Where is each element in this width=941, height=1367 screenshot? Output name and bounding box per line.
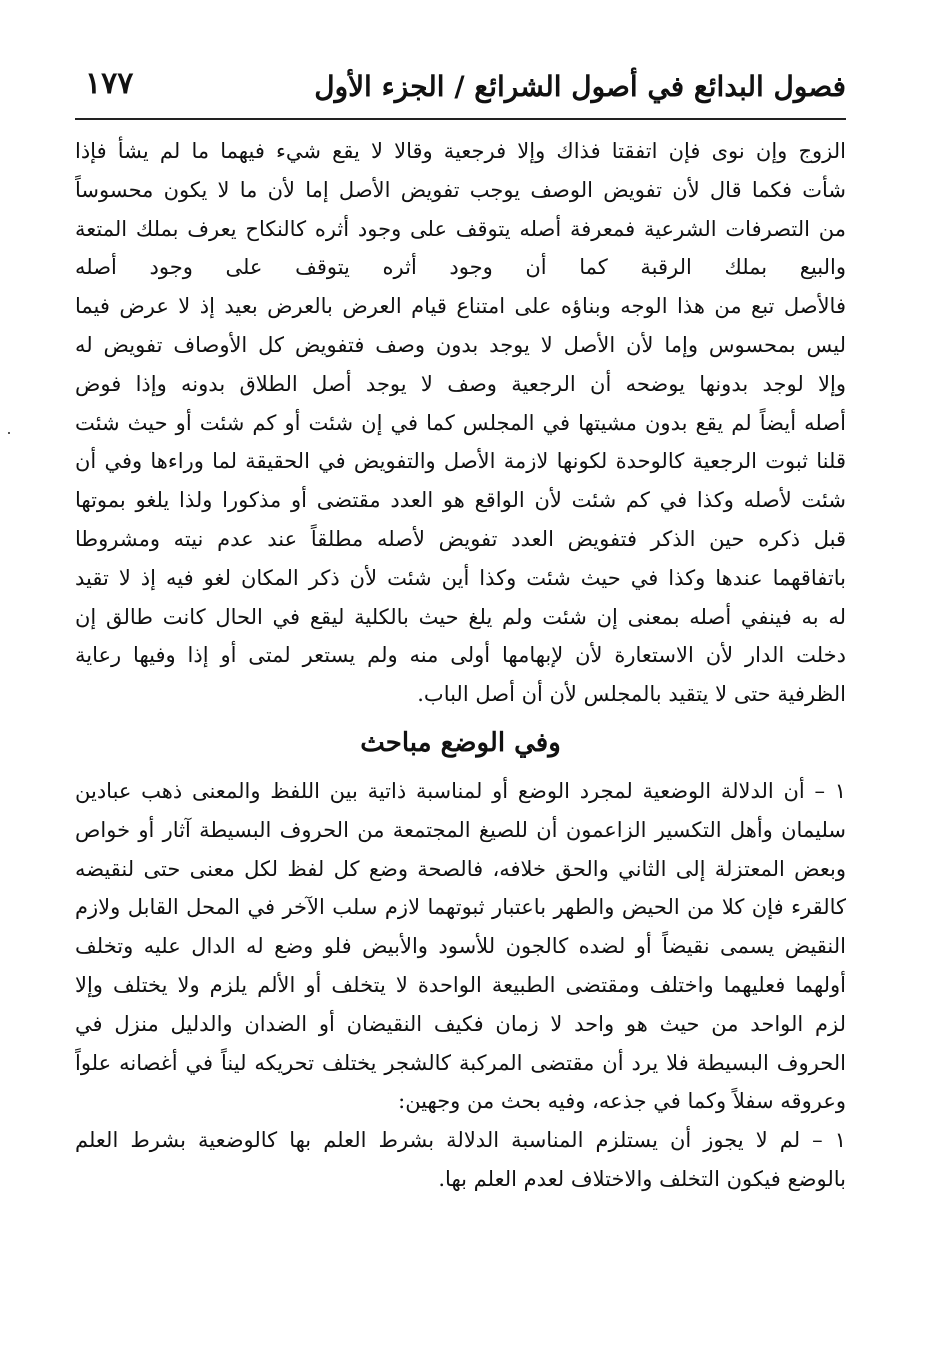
text-line: من التصرفات الشرعية فمعرفة أصله يتوقف على وجود أثره كالنكاح يعرف بملك المتعة [75, 216, 846, 241]
text-line: الزوج وإن نوى فإن اتفقتا فذاك وإلا فرجعية وقالا لا يقع شيء فيهما ما لم يشأ فإذا [75, 139, 846, 163]
text-line: أصله أيضاً لم يقع بدون مشيتها في المجلس كما في إن شئت أو كم شئت أو حيث شئت [75, 410, 846, 435]
text-line: شأت فكما قال لأن تفويض الوصف يوجب تفويض الأصل إما لأن ما لا يكون محسوساً [75, 177, 846, 202]
text-line: الحروف البسيطة فلا يرد أن مقتضى المركبة كالشجر يختلف تحريكه ليناً في أغصانه علواً [75, 1050, 846, 1075]
text-line: ١ – أن الدلالة الوضعية لمجرد الوضع أو لمناسبة ذاتية بين اللفظ والمعنى ذهب عبادين [75, 778, 846, 803]
text-line: بالوضع فيكون التخلف والاختلاف لعدم العلم بها. [438, 1166, 846, 1191]
text-line: الظرفية حتى لا يتقيد بالمجلس لأن أن أصل الباب. [417, 682, 846, 707]
text-line: سليمان وأهل التكسير الزاعمون أن للصيغ المجتمعة من الحروف البسيطة آثار أو خواص [75, 817, 846, 842]
section-heading: وفي الوضع مباحث [360, 727, 561, 758]
text-line: ١ – لم لا يجوز أن يستلزم المناسبة الدلالة بشرط العلم بها كالوضعية بشرط العلم [75, 1128, 846, 1153]
text-line: والبيع بملك الرقبة كما أن وجود أثره يتوقف على وجود أصله [75, 255, 846, 280]
text-line: دخلت الدار لأن الاستعارة لأن لإبهامها أولى منه ولم يستعر لمتى أو إذا وفيها رعاية [75, 643, 846, 668]
text-line: فالأصل تبع من هذا الوجه وبناؤه على امتناع قيام العرض بالعرض بعيد إذ لا عرض فيما [75, 294, 846, 319]
margin-dot [8, 432, 10, 434]
text-line: وبعض المعتزلة إلى الثاني والحق خلافه، فالصحة وضع كل لفظ لكل معنى حتى لنقيضه [75, 856, 846, 881]
body-text [75, 132, 846, 1199]
text-line: قبل ذكره حين الذكر فتفويض العدد تفويض لأصله مطلقاً عند عدم نيته ومشروطا [75, 526, 846, 551]
text-line: كالقرء فإن كلا من الحيض والطهر باعتبار ثبوتهما لازم سلب الآخر في المحل القابل ولازم [75, 895, 846, 920]
text-line: وإلا لوجد بدونها يوضحه أن الرجعية وصف لا يوجد أصل الطلاق بدونه وإذا فوض [75, 371, 846, 396]
book-title: فصول البدائع في أصول الشرائع / الجزء الأول [314, 70, 846, 103]
text-line: له به فينفي أصله بمعنى إن شئت ولم يلغ حيث بالكلية ليقع في الحال كانت طالق إن [75, 604, 846, 629]
text-line: لزم الواحد من حيث هو واحد لا زمان فكيف النقيضان أو الضدان والدليل منزل في [75, 1011, 846, 1036]
page-number: ١٧٧ [85, 66, 134, 101]
text-line: النقيض يسمى نقيضاً أو لضده كالجون للأسود والأبيض فلو وضع له الدال عليه وتخلف [75, 934, 846, 959]
text-line: شئت لأصله وكذا في كم شئت لأن الواقع هو العدد مقتضى أو مذكورا ولذا يلغو بموتها [75, 488, 846, 513]
text-line: أولهما فعليهما واختلف ومقتضى الطبيعة الواحدة لا يتخلف أو الألم يلزم ولا يختلف وإلا [75, 972, 846, 997]
text-line: باتفاقهما عندها وكذا في حيث شئت وكذا أين شئت لأن ذكر المكان لغو فيه إذ لا تقيد [75, 565, 846, 590]
text-line: قلنا ثبوت الرجعية كالوحدة لكونها لازمة الأصل والتفويض في الحقيقة لما وراءها وفي أن [75, 449, 846, 474]
text-line: وعروقه سفلاً وكما في جذعه، وفيه بحث من وجهين: [398, 1089, 846, 1114]
running-header [75, 62, 846, 112]
text-line: ليس بمحسوس وإما لأن الأصل لا يوجد بدون وصف فتفويض كل الأوصاف تفويض له [75, 332, 846, 357]
header-divider [75, 118, 846, 120]
